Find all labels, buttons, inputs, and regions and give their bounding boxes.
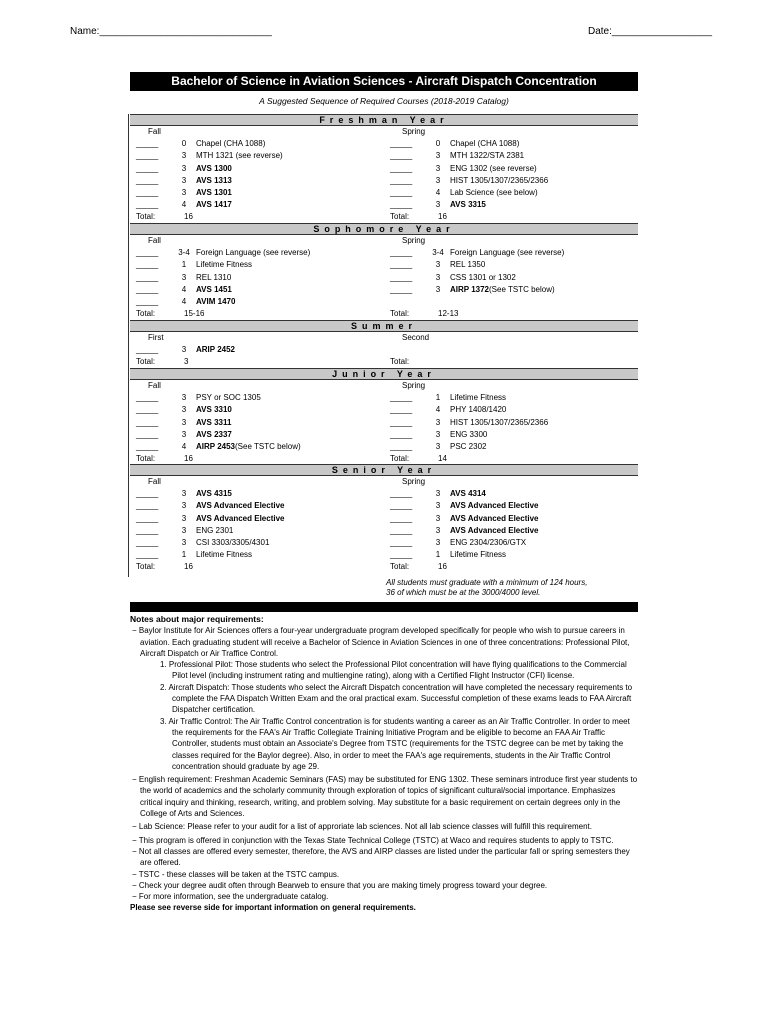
course-name: AVS 3311 — [196, 417, 232, 427]
course-name: ENG 2301 — [196, 525, 234, 535]
course-name: Foreign Language (see reverse) — [196, 248, 311, 258]
grade-blank[interactable]: _____ — [136, 393, 159, 403]
course-name: CSS 1301 or 1302 — [450, 272, 516, 282]
course-name: AVS 1300 — [196, 163, 232, 173]
course-row — [390, 259, 640, 271]
junior-right-term — [390, 380, 640, 465]
course-name: REL 1310 — [196, 272, 232, 282]
course-name: AVS 1301 — [196, 188, 232, 198]
course-name: HIST 1305/1307/2365/2366 — [450, 175, 549, 185]
name-field-line[interactable]: Name:_______________________________ — [70, 26, 272, 37]
notes-divider-bar — [130, 602, 638, 612]
course-row — [390, 138, 640, 150]
course-note: (See TSTC below) — [235, 442, 301, 452]
grade-blank[interactable]: _____ — [390, 260, 413, 270]
term-total — [136, 308, 386, 320]
note-tstc-campus: − TSTC - these classes will be taken at the TSTC campus. — [132, 869, 340, 879]
term-name: First — [148, 333, 164, 342]
course-name: MTH 1322/STA 2381 — [450, 151, 525, 161]
summer-right-term — [390, 332, 640, 369]
course-row — [390, 247, 640, 259]
term-total — [136, 561, 386, 573]
credit-hours: 3 — [435, 200, 441, 210]
grade-blank[interactable]: _____ — [136, 188, 159, 198]
senior-year-band: Senior Year — [130, 464, 638, 476]
course-row — [136, 175, 386, 187]
total-hours: 3 — [184, 357, 189, 367]
grade-blank[interactable]: _____ — [390, 417, 413, 427]
course-row — [136, 488, 386, 500]
sophomore-right-term — [390, 235, 640, 320]
course-row — [136, 537, 386, 549]
course-note: (See TSTC below) — [489, 284, 555, 294]
grade-blank[interactable]: _____ — [390, 188, 413, 198]
term-total — [136, 356, 386, 368]
grade-blank[interactable]: _____ — [136, 284, 159, 294]
credit-hours: 4 — [181, 442, 187, 452]
course-row — [136, 272, 386, 284]
course-name: ENG 2304/2306/GTX — [450, 538, 527, 548]
course-name: Lifetime Fitness — [196, 260, 253, 270]
grade-blank[interactable]: _____ — [390, 151, 413, 161]
grade-blank[interactable]: _____ — [136, 417, 159, 427]
note-reverse-side: Please see reverse side for important information on general requirements. — [130, 903, 416, 913]
credit-hours: 3 — [435, 538, 441, 548]
course-name: Lifetime Fitness — [450, 550, 507, 560]
course-name: PHY 1408/1420 — [450, 405, 507, 415]
course-row — [136, 150, 386, 162]
note-item-air-traffic-control: 3. Air Traffic Control: The Air Traffic Control concentration is for students wanting a career as an Air Traffic Controller. In order to meet the requirements for the FAA's Air Traffic Collegiate Training Initiative Program and be eligible to become an FAA Air Traffic Controller, students must obtain an Associate's Degree from TSTC (requirements for the TSTC degree can be met by taking the classes required for the Baylor degree). Also, in order to meet the FAA's age requirements, students in the Air Traffic Control concentration should graduate by age 29. — [160, 716, 630, 771]
credit-hours: 3 — [435, 442, 441, 452]
term-name: Fall — [148, 127, 161, 136]
course-name: PSY or SOC 1305 — [196, 393, 261, 403]
grade-blank[interactable]: _____ — [136, 297, 159, 307]
credit-hours: 3 — [181, 525, 187, 535]
total-hours: 16 — [184, 212, 193, 222]
junior-left-term — [136, 380, 386, 465]
term-name: Fall — [148, 236, 161, 245]
course-name: Chapel (CHA 1088) — [450, 139, 520, 149]
course-name: PSC 2302 — [450, 442, 487, 452]
note-lab-science: − Lab Science: Please refer to your audit for a list of approriate lab sciences. Not all lab science classes will fulfill this requirement. — [132, 822, 592, 832]
credit-hours: 3 — [435, 489, 441, 499]
course-row — [136, 296, 386, 308]
credit-hours: 4 — [435, 405, 441, 415]
course-name: Foreign Language (see reverse) — [450, 248, 565, 258]
course-name: AVS 2337 — [196, 429, 232, 439]
grade-blank[interactable]: _____ — [390, 489, 413, 499]
course-name: ENG 1302 (see reverse) — [450, 163, 537, 173]
note-class-availability: − Not all classes are offered every semester, therefore, the AVS and AIRP classes are listed under the particular fall or spring semesters they are offered. — [132, 846, 630, 868]
course-row — [136, 392, 386, 404]
credit-hours: 1 — [435, 393, 441, 403]
course-row — [390, 296, 640, 308]
credit-hours: 3 — [181, 175, 187, 185]
course-name: AVS 4315 — [196, 489, 232, 499]
course-name: AIRP 1372 — [450, 284, 489, 294]
total-label: Total: — [136, 357, 156, 367]
course-row — [390, 199, 640, 211]
grade-blank[interactable]: _____ — [390, 538, 413, 548]
total-hours: 16 — [184, 562, 193, 572]
credit-hours: 3-4 — [178, 248, 190, 258]
course-row — [136, 344, 386, 356]
total-label: Total: — [390, 562, 410, 572]
course-row — [390, 513, 640, 525]
total-hours: 12-13 — [438, 309, 459, 319]
course-name: AVS Advanced Elective — [450, 513, 539, 523]
grade-blank[interactable]: _____ — [136, 489, 159, 499]
total-label: Total: — [390, 212, 410, 222]
course-row — [390, 488, 640, 500]
course-row — [136, 247, 386, 259]
course-name: AVS 1313 — [196, 175, 232, 185]
course-row — [390, 284, 640, 296]
grade-blank[interactable]: _____ — [136, 501, 159, 511]
total-label: Total: — [136, 309, 156, 319]
credit-hours: 3 — [181, 429, 187, 439]
note-intro: − Baylor Institute for Air Sciences offers a four-year undergraduate program developed specifically for people who wish to pursue careers in aviation. Each graduating student will receive a Bachelor of Science in Aviation Sciences in one of three concentrations: Professional Pilot, Aircraft Dispatch or Air Traffice Control. — [132, 626, 630, 658]
credit-hours: 3 — [181, 345, 187, 355]
grade-blank[interactable]: _____ — [136, 139, 159, 149]
grade-blank[interactable]: _____ — [390, 405, 413, 415]
grade-blank[interactable]: _____ — [390, 284, 413, 294]
course-name: Lab Science (see below) — [450, 188, 538, 198]
course-name: Lifetime Fitness — [450, 393, 507, 403]
course-name: AVS 1417 — [196, 200, 232, 210]
credit-hours: 0 — [181, 139, 187, 149]
term-total — [390, 308, 640, 320]
credit-hours: 3 — [435, 272, 441, 282]
credit-hours: 3 — [435, 417, 441, 427]
course-name: AVS Advanced Elective — [196, 513, 285, 523]
credit-hours: 3 — [181, 405, 187, 415]
grade-blank[interactable]: _____ — [390, 550, 413, 560]
credit-hours: 3 — [181, 501, 187, 511]
grade-blank[interactable]: _____ — [390, 163, 413, 173]
total-hours: 14 — [438, 454, 447, 464]
credit-hours: 4 — [181, 297, 187, 307]
credit-hours: 3-4 — [432, 248, 444, 258]
course-row — [390, 429, 640, 441]
grade-blank[interactable]: _____ — [136, 538, 159, 548]
course-row — [390, 537, 640, 549]
note-item-aircraft-dispatch: 2. Aircraft Dispatch: Those students who select the Aircraft Dispatch concentration will have completed the necessary requirements to complete the FAA Dispatch Written Exam and the oral practical exam. Successful completion of these exams leads to FAA Aircraft Dispatcher certification. — [160, 682, 633, 715]
grade-blank[interactable]: _____ — [136, 260, 159, 270]
freshman-right-term — [390, 126, 640, 224]
grade-blank[interactable]: _____ — [390, 175, 413, 185]
note-english-requirement: − English requirement: Freshman Academic Seminars (FAS) may be substituted for ENG 1302. These seminars introduce first year students to the world of academics and the scholarly community through exploration of topics of significant cultural/social importance. Emphasizes critical inquiry and thinking, research, writing, and problem solving. May substitute for a basic requirement on certain degrees only in the College of Arts and Sciences. — [132, 775, 638, 819]
course-row — [136, 429, 386, 441]
course-row — [390, 392, 640, 404]
course-row — [390, 500, 640, 512]
course-name: Chapel (CHA 1088) — [196, 139, 266, 149]
course-name: AVS 3310 — [196, 405, 232, 415]
course-row — [390, 404, 640, 416]
term-name: Spring — [402, 381, 426, 390]
course-row — [136, 187, 386, 199]
senior-left-term — [136, 476, 386, 574]
credit-hours: 4 — [181, 284, 187, 294]
document-title: Bachelor of Science in Aviation Sciences - Aircraft Dispatch Concentration — [130, 72, 638, 91]
grade-blank[interactable]: _____ — [390, 442, 413, 452]
grade-blank[interactable]: _____ — [390, 248, 413, 258]
note-tstc-program: − This program is offered in conjunction with the Texas State Technical College (TSTC) at Waco and requires students to apply to TSTC. — [132, 835, 614, 845]
sophomore-left-term — [136, 235, 386, 320]
credit-hours: 3 — [435, 501, 441, 511]
credit-hours: 0 — [435, 139, 441, 149]
course-name: HIST 1305/1307/2365/2366 — [450, 417, 549, 427]
credit-hours: 3 — [181, 188, 187, 198]
course-row — [136, 500, 386, 512]
credit-hours: 3 — [181, 417, 187, 427]
course-row — [136, 284, 386, 296]
grade-blank[interactable]: _____ — [390, 513, 413, 523]
total-hours: 16 — [438, 212, 447, 222]
credit-hours: 3 — [181, 393, 187, 403]
summer-left-term — [136, 332, 386, 369]
course-row — [390, 175, 640, 187]
credit-hours: 1 — [181, 550, 187, 560]
credit-hours: 3 — [435, 175, 441, 185]
term-total — [136, 211, 386, 223]
course-row — [136, 138, 386, 150]
term-total — [390, 356, 640, 368]
course-name: REL 1350 — [450, 260, 486, 270]
course-row — [136, 525, 386, 537]
term-name: Spring — [402, 236, 426, 245]
notes-section — [130, 614, 640, 914]
total-hours: 15-16 — [184, 309, 205, 319]
note-item-professional-pilot: 1. Professional Pilot: Those students who select the Professional Pilot concentration will have flying qualifications to the Commercial Pilot level (including instrument rating and multiengine rating), along with a Certified Flight Instructor (CFI) license. — [160, 660, 627, 681]
date-field-line[interactable]: Date:__________________ — [588, 26, 713, 37]
course-row — [390, 525, 640, 537]
minimum-hours-line-2: 36 of which must be at the 3000/4000 level. — [386, 588, 541, 597]
course-row — [136, 417, 386, 429]
total-label: Total: — [136, 212, 156, 222]
course-row — [136, 513, 386, 525]
grade-blank[interactable]: _____ — [136, 175, 159, 185]
credit-hours: 3 — [435, 260, 441, 270]
course-row — [390, 163, 640, 175]
credit-hours: 3 — [435, 284, 441, 294]
total-hours: 16 — [184, 454, 193, 464]
grade-blank[interactable]: _____ — [136, 163, 159, 173]
total-label: Total: — [136, 562, 156, 572]
credit-hours: 3 — [435, 429, 441, 439]
course-row — [136, 259, 386, 271]
minimum-hours-line-1: All students must graduate with a minimum of 124 hours, — [386, 578, 588, 587]
course-row — [136, 441, 386, 453]
credit-hours: 3 — [435, 151, 441, 161]
grade-blank[interactable]: _____ — [390, 501, 413, 511]
course-name: MTH 1321 (see reverse) — [196, 151, 283, 161]
course-row — [390, 344, 640, 356]
grade-blank[interactable]: _____ — [136, 550, 159, 560]
grade-blank[interactable]: _____ — [390, 272, 413, 282]
grade-blank[interactable]: _____ — [390, 525, 413, 535]
total-label: Total: — [390, 357, 410, 367]
total-label: Total: — [390, 454, 410, 464]
credit-hours: 3 — [435, 513, 441, 523]
term-total — [390, 561, 640, 573]
note-degree-audit: − Check your degree audit often through Bearweb to ensure that you are making timely progress toward your degree. — [132, 880, 548, 890]
grade-blank[interactable]: _____ — [136, 151, 159, 161]
grade-blank[interactable]: _____ — [136, 200, 159, 210]
grade-blank[interactable]: _____ — [136, 429, 159, 439]
course-name: AVS 3315 — [450, 200, 486, 210]
term-name: Second — [402, 333, 430, 342]
course-name: AVS Advanced Elective — [450, 525, 539, 535]
grade-blank[interactable]: _____ — [390, 429, 413, 439]
term-name: Fall — [148, 381, 161, 390]
credit-hours: 3 — [181, 489, 187, 499]
course-row — [390, 441, 640, 453]
course-name: ARIP 2452 — [196, 345, 235, 355]
credit-hours: 3 — [181, 538, 187, 548]
grade-blank[interactable]: _____ — [390, 139, 413, 149]
course-row — [136, 549, 386, 561]
grade-blank[interactable]: _____ — [136, 405, 159, 415]
term-name: Spring — [402, 477, 426, 486]
credit-hours: 1 — [435, 550, 441, 560]
course-row — [390, 272, 640, 284]
senior-right-term — [390, 476, 640, 574]
grade-blank[interactable]: _____ — [390, 393, 413, 403]
credit-hours: 3 — [181, 163, 187, 173]
document-subtitle: A Suggested Sequence of Required Courses (2018-2019 Catalog) — [259, 96, 509, 106]
course-name: AIRP 2453 — [196, 442, 235, 452]
grade-blank[interactable]: _____ — [390, 200, 413, 210]
minimum-hours-note — [386, 578, 587, 598]
course-name: AVS Advanced Elective — [450, 501, 539, 511]
course-row — [390, 150, 640, 162]
course-row — [136, 404, 386, 416]
freshman-year-band: Freshman Year — [130, 114, 638, 126]
sophomore-year-band: Sophomore Year — [130, 223, 638, 235]
course-name: CSI 3303/3305/4301 — [196, 538, 270, 548]
credit-hours: 3 — [435, 163, 441, 173]
credit-hours: 1 — [181, 260, 187, 270]
credit-hours: 3 — [181, 151, 187, 161]
notes-heading: Notes about major requirements: — [130, 614, 264, 624]
freshman-left-term — [136, 126, 386, 224]
summer-year-band: Summer — [130, 320, 638, 332]
grade-blank[interactable]: _____ — [136, 442, 159, 452]
credit-hours: 3 — [181, 513, 187, 523]
grade-blank[interactable]: _____ — [136, 525, 159, 535]
credit-hours: 3 — [435, 525, 441, 535]
junior-year-band: Junior Year — [130, 368, 638, 380]
course-name: ENG 3300 — [450, 429, 488, 439]
course-row — [136, 199, 386, 211]
course-name: AVIM 1470 — [196, 297, 236, 307]
credit-hours: 4 — [435, 188, 441, 198]
term-name: Spring — [402, 127, 426, 136]
note-catalog: − For more information, see the undergraduate catalog. — [132, 892, 329, 902]
term-name: Fall — [148, 477, 161, 486]
course-row — [136, 163, 386, 175]
grade-blank[interactable]: _____ — [136, 272, 159, 282]
course-name: AVS Advanced Elective — [196, 501, 285, 511]
grade-blank[interactable]: _____ — [136, 248, 159, 258]
total-label: Total: — [136, 454, 156, 464]
course-row — [390, 187, 640, 199]
term-total — [390, 211, 640, 223]
grade-blank[interactable]: _____ — [136, 345, 159, 355]
course-row — [390, 549, 640, 561]
course-name: AVS 1451 — [196, 284, 232, 294]
total-hours: 16 — [438, 562, 447, 572]
credit-hours: 4 — [181, 200, 187, 210]
plan-left-border — [128, 114, 129, 577]
course-row — [390, 417, 640, 429]
total-label: Total: — [390, 309, 410, 319]
grade-blank[interactable]: _____ — [136, 513, 159, 523]
course-name: Lifetime Fitness — [196, 550, 253, 560]
course-name: AVS 4314 — [450, 489, 486, 499]
credit-hours: 3 — [181, 272, 187, 282]
